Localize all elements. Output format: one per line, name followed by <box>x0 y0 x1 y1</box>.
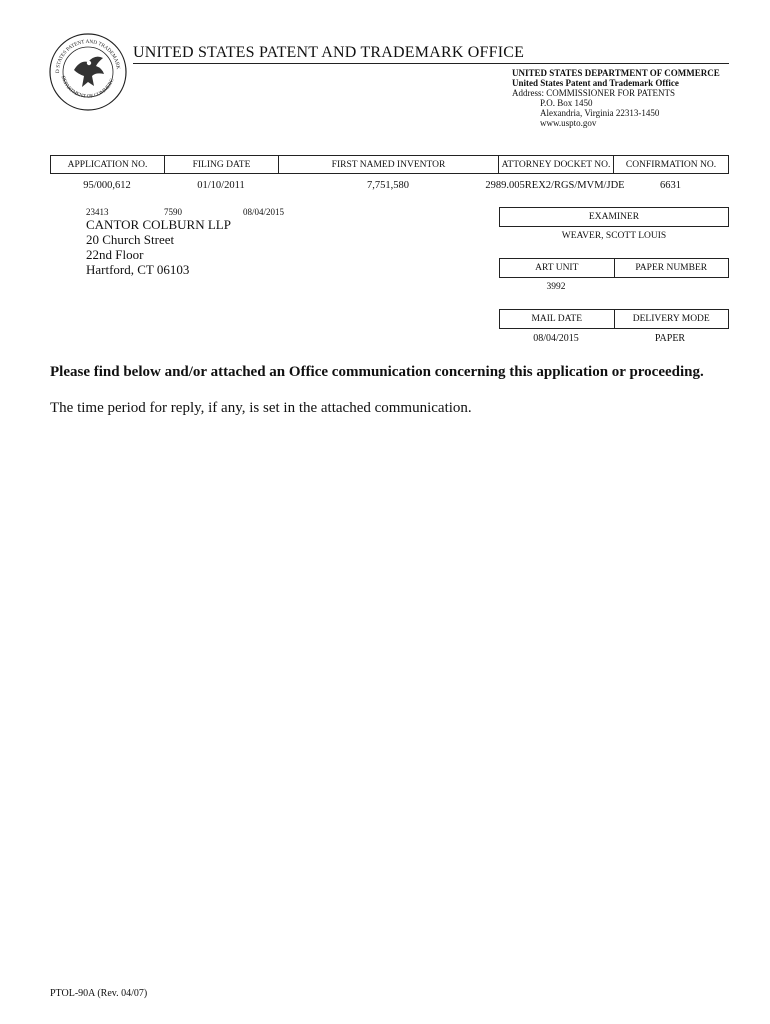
address-city: Alexandria, Virginia 22313-1450 <box>540 108 660 118</box>
reply-time-period-text: The time period for reply, if any, is set in the attached communication. <box>50 400 472 416</box>
art-unit-value: 3992 <box>546 282 566 292</box>
paper-number-header: PAPER NUMBER <box>614 259 729 277</box>
header-confirmation-no: CONFIRMATION NO. <box>614 156 729 174</box>
first-named-inventor-value: 7,751,580 <box>367 180 409 191</box>
art-unit-header: ART UNIT <box>535 263 579 273</box>
delivery-mode-header: DELIVERY MODE <box>614 310 729 328</box>
seal-ring-top-text: D STATES PATENT AND TRADEMARK <box>54 38 121 74</box>
delivery-mode-value: PAPER <box>654 333 686 344</box>
floor: 22nd Floor <box>86 247 144 262</box>
application-no-value: 95/000,612 <box>83 180 131 191</box>
office-title: UNITED STATES PATENT AND TRADEMARK OFFICE <box>133 44 525 61</box>
header-attorney-docket-no: ATTORNEY DOCKET NO. <box>499 156 614 174</box>
department-address-block <box>512 68 720 128</box>
street-address: 20 Church Street <box>86 232 175 247</box>
firm-name: CANTOR COLBURN LLP <box>86 217 231 232</box>
office-communication-notice: Please find below and/or attached an Office communication concerning this application or proceeding. <box>50 364 704 380</box>
confirmation-no-value: 6631 <box>660 180 681 191</box>
correspondence-date: 08/04/2015 <box>243 207 285 217</box>
filing-date-value: 01/10/2011 <box>197 180 245 191</box>
examiner-name: WEAVER, SCOTT LOUIS <box>561 231 667 241</box>
department-name: UNITED STATES DEPARTMENT OF COMMERCE <box>512 68 720 78</box>
correspondence-address <box>86 217 231 277</box>
header-first-named-inventor: FIRST NAMED INVENTOR <box>279 156 499 174</box>
office-subtitle: United States Patent and Trademark Office <box>512 78 679 88</box>
correspondence-code: 7590 <box>164 207 182 217</box>
address-line-1 <box>512 88 720 98</box>
eagle-icon <box>74 57 104 87</box>
website-link[interactable]: www.uspto.gov <box>540 118 597 128</box>
header-filing-date: FILING DATE <box>165 156 279 174</box>
city-state-zip: Hartford, CT 06103 <box>86 262 190 277</box>
address-label: Address: <box>512 88 544 98</box>
customer-number: 23413 <box>86 207 109 217</box>
mail-header-row <box>499 309 729 329</box>
seal-ring-bottom-text: DEPARTMENT OF COMMERC <box>59 75 116 100</box>
title-divider <box>133 63 729 64</box>
table-header-row <box>51 156 729 174</box>
mail-date-value: 08/04/2015 <box>533 333 579 344</box>
header-application-no: APPLICATION NO. <box>51 156 165 174</box>
form-number: PTOL-90A (Rev. 04/07) <box>50 988 148 999</box>
address-commissioner: COMMISSIONER FOR PATENTS <box>546 88 675 98</box>
art-unit-header-row <box>499 258 729 278</box>
application-info-table <box>50 155 729 174</box>
attorney-docket-no-value: 2989.005REX2/RGS/MVM/JDE <box>485 180 625 191</box>
uspto-seal-icon <box>48 32 128 112</box>
mail-date-header: MAIL DATE <box>531 314 583 324</box>
examiner-header: EXAMINER <box>499 207 729 227</box>
address-po-box: P.O. Box 1450 <box>540 98 593 108</box>
